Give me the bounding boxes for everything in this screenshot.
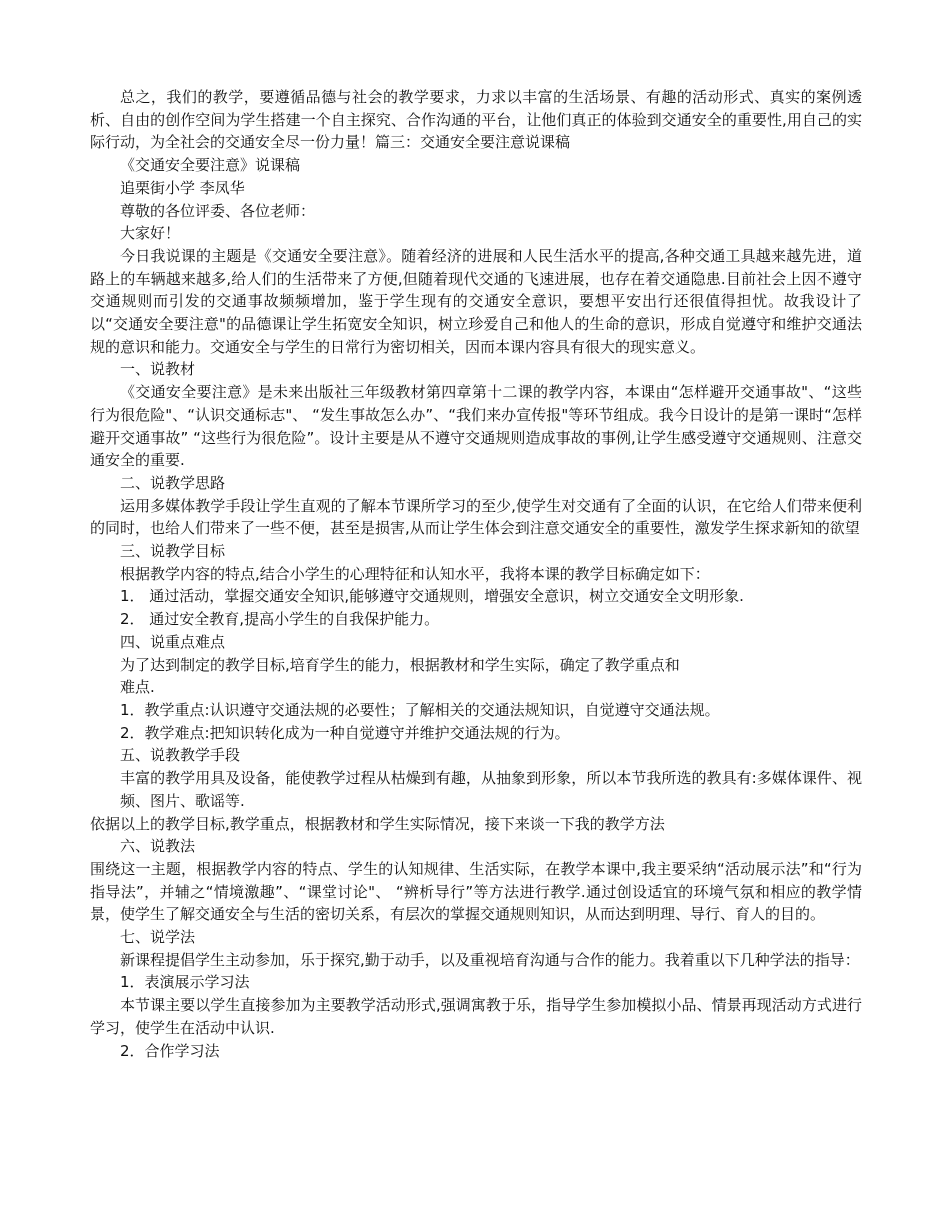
paragraph: 2．教学难点:把知识转化成为一种自觉遵守并维护交通法规的行为。 bbox=[120, 723, 570, 742]
paragraph: 难点. bbox=[120, 678, 155, 697]
paragraph: 根据教学内容的特点,结合小学生的心理特征和认知水平，我将本课的教学目标确定如下： bbox=[120, 564, 710, 583]
paragraph: 总之，我们的教学，要遵循品德与社会的教学要求，力求以丰富的生活场景、有趣的活动形式、真实的案例透析、自由的创作空间为学生搭建一个自主探究、合作沟通的平台，让他们真正的体验到交通安全的重要性,用自己的实际行动，为全社会的交通安全尽一份力量！篇三：交通安全要注意说课稿 bbox=[90, 88, 862, 152]
paragraph: 依据以上的教学目标,教学重点，根据教材和学生实际情况，接下来谈一下我的教学方法 bbox=[90, 814, 665, 833]
paragraph: 运用多媒体教学手段让学生直观的了解本节课所学习的至少,使学生对交通有了全面的认识，在它给人们带来便利的同时，也给人们带来了一些不便，甚至是损害,从而让学生体会到注意交通安全的重要性，激发学生探求新知的欲望 bbox=[90, 496, 862, 538]
paragraph: 追栗街小学 李凤华 bbox=[120, 178, 245, 197]
paragraph: 本节课主要以学生直接参加为主要教学活动形式,强调寓教于乐，指导学生参加模拟小品、情景再现活动方式进行学习，使学生在活动中认识. bbox=[90, 996, 862, 1037]
paragraph: 七、说学法 bbox=[120, 928, 196, 947]
paragraph: 为了达到制定的教学目标,培育学生的能力，根据教材和学生实际，确定了教学重点和 bbox=[120, 655, 680, 674]
paragraph: 大家好！ bbox=[120, 224, 181, 243]
paragraph: 1．表演展示学习法 bbox=[120, 973, 250, 992]
paragraph: 三、说教学目标 bbox=[120, 542, 226, 561]
paragraph: 1． 通过活动，掌握交通安全知识,能够遵守交通规则，增强安全意识，树立交通安全文明形象. bbox=[120, 587, 744, 606]
paragraph: 2． 通过安全教育,提高小学生的自我保护能力。 bbox=[120, 610, 440, 629]
paragraph: 二、说教学思路 bbox=[120, 473, 226, 492]
paragraph: 2．合作学习法 bbox=[120, 1041, 220, 1060]
paragraph: 今日我说课的主题是《交通安全要注意》。随着经济的进展和人民生活水平的提高,各种交通工具越来越先进，道路上的车辆越来越多,给人们的生活带来了方便,但随着现代交通的飞速进展，也存在着交通隐患.目前社会上因不遵守交通规则而引发的交通事故频频增加，鉴于学生现有的交通安全意识，要想平安出行还很值得担忧。故我设计了以“交通安全要注意"的品德课让学生拓宽安全知识，树立珍爱自己和他人的生命的意识，形成自觉遵守和维护交通法规的意识和能力。交通安全与学生的日常行为密切相关，因而本课内容具有很大的现实意义。 bbox=[90, 246, 862, 356]
paragraph: 六、说教法 bbox=[120, 837, 196, 856]
paragraph: 1．教学重点:认识遵守交通法规的必要性；了解相关的交通法规知识，自觉遵守交通法规。 bbox=[120, 700, 720, 719]
paragraph: 五、说教教学手段 bbox=[120, 746, 241, 765]
paragraph: 丰富的教学用具及设备，能使教学过程从枯燥到有趣，从抽象到形象，所以本节我所选的教具有:多媒体课件、视频、图片、歌谣等. bbox=[120, 769, 862, 810]
paragraph: 尊敬的各位评委、各位老师： bbox=[120, 201, 316, 220]
document-body bbox=[90, 86, 862, 1062]
paragraph: 四、说重点难点 bbox=[120, 632, 226, 651]
paragraph: 《交通安全要注意》说课稿 bbox=[120, 156, 301, 175]
paragraph: 《交通安全要注意》是未来出版社三年级教材第四章第十二课的教学内容，本课由“怎样避开交通事故"、“这些行为很危险"、“认识交通标志"、 “发生事故怎么办”、“我们来办宣传报"等环节组成。我今日设计的是第一课时“怎样避开交通事故” “这些行为很危险”。设计主要是从不遵守交通规则造成事故的事例,让学生感受遵守交通规则、注意交通安全的重要. bbox=[90, 383, 862, 470]
paragraph: 围绕这一主题，根据教学内容的特点、学生的认知规律、生活实际，在教学本课中,我主要采纳“活动展示法”和“行为指导法”，并辅之“情境激趣”、“课堂讨论"、 “辨析导行”等方法进行教学.通过创设适宜的环境气氛和相应的教学情景，使学生了解交通安全与生活的密切关系，有层次的掌握交通规则知识，从而达到明理、导行、育人的目的。 bbox=[90, 859, 862, 924]
paragraph: 一、说教材 bbox=[120, 360, 196, 379]
paragraph: 新课程提倡学生主动参加，乐于探究,勤于动手，以及重视培育沟通与合作的能力。我着重以下几种学法的指导： bbox=[120, 950, 860, 969]
